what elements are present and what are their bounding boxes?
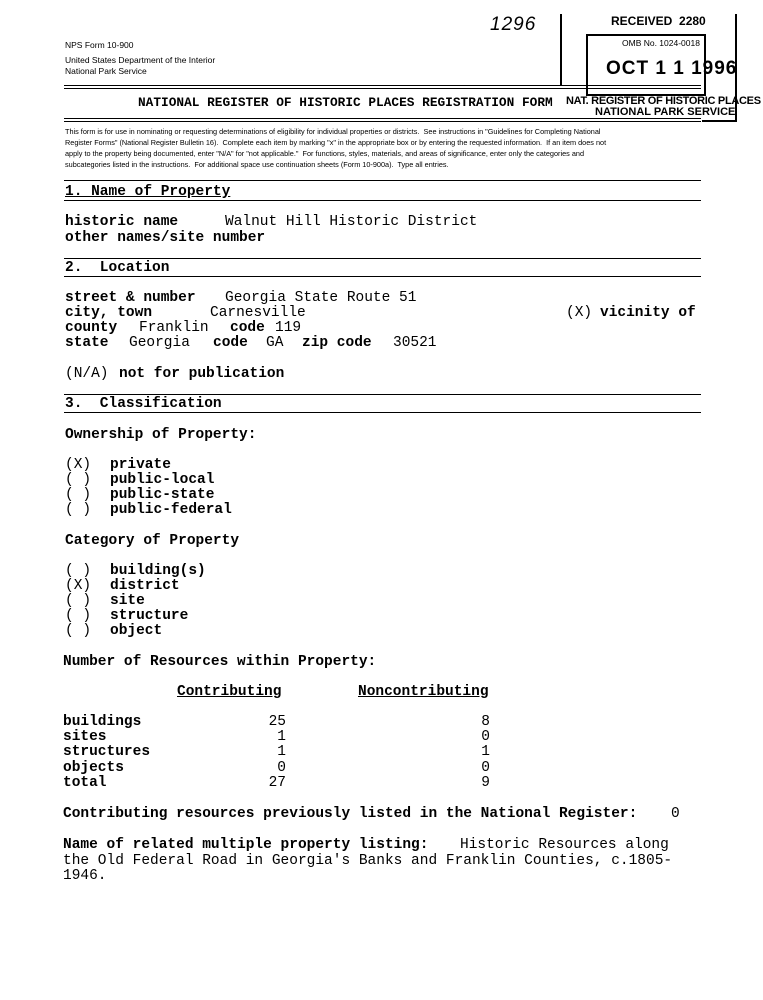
stamp-overlay-line2: NATIONAL PARK SERVICE <box>595 106 736 118</box>
street-value: Georgia State Route 51 <box>225 290 417 306</box>
resource-noncontributing: 1 <box>481 744 490 760</box>
resource-label: objects <box>63 760 124 776</box>
resource-label: structures <box>63 744 151 760</box>
ownership-heading: Ownership of Property: <box>65 427 257 443</box>
category-label: district <box>110 578 180 594</box>
other-names-label: other names/site number <box>65 230 266 246</box>
ownership-mark: ( ) <box>65 487 92 503</box>
vicinity-mark: (X) <box>566 305 593 321</box>
ownership-mark: (X) <box>65 457 92 473</box>
col-contributing: Contributing <box>177 684 282 700</box>
resource-contributing: 27 <box>268 775 286 791</box>
instructions-line: This form is for use in nominating or requesting determinations of eligibility for individual properties or districts. See instructions in "Guidelines for Completing National <box>65 127 601 136</box>
state-label: state <box>65 335 109 351</box>
instructions-line: Register Forms" (National Register Bulletin 16). Complete each item by marking "x" in the appropriate box or by entering the requested information. If an item does not <box>65 138 607 147</box>
agency-line2: National Park Service <box>65 66 147 76</box>
agency-line1: United States Department of the Interior <box>65 55 216 65</box>
category-label: object <box>110 623 163 639</box>
county-label: county <box>65 320 118 336</box>
previously-listed-label: Contributing resources previously listed in the National Register: <box>63 806 638 822</box>
form-number: NPS Form 10-900 <box>65 40 134 50</box>
related-listing-line2: the Old Federal Road in Georgia's Banks and Franklin Counties, c.1805- <box>63 853 673 869</box>
form-title: NATIONAL REGISTER OF HISTORIC PLACES REGISTRATION FORM <box>138 95 553 110</box>
county-value: Franklin <box>139 320 209 336</box>
state-value: Georgia <box>129 335 190 351</box>
category-mark: ( ) <box>65 563 92 579</box>
related-listing-line3: 1946. <box>63 868 107 884</box>
resource-label: total <box>63 775 107 791</box>
related-listing-line1: Historic Resources along <box>460 837 669 853</box>
resource-noncontributing: 9 <box>481 775 490 791</box>
stamp-received: RECEIVED 2280 <box>611 14 706 28</box>
category-mark: ( ) <box>65 608 92 624</box>
zip-label: zip code <box>302 335 372 351</box>
ownership-label: public-state <box>110 487 215 503</box>
county-code-value: 119 <box>275 320 302 336</box>
stamp-omb: OMB No. 1024-0018 <box>622 38 700 48</box>
category-mark: ( ) <box>65 623 92 639</box>
publication-mark: (N/A) <box>65 366 109 382</box>
city-value: Carnesville <box>210 305 306 321</box>
handwritten-number: 1296 <box>490 14 537 35</box>
related-listing-label: Name of related multiple property listing: <box>63 837 429 853</box>
category-heading: Category of Property <box>65 533 240 549</box>
resource-noncontributing: 0 <box>481 729 490 745</box>
resource-contributing: 25 <box>268 714 286 730</box>
section3-heading: 3. Classification <box>65 396 222 412</box>
zip-value: 30521 <box>393 335 437 351</box>
resource-label: buildings <box>63 714 142 730</box>
ownership-label: public-local <box>110 472 215 488</box>
resource-contributing: 1 <box>277 744 286 760</box>
resource-contributing: 0 <box>277 760 286 776</box>
previously-listed-value: 0 <box>671 806 680 822</box>
resource-noncontributing: 8 <box>481 714 490 730</box>
stamp-date: OCT 1 1 1996 <box>606 58 738 79</box>
resource-contributing: 1 <box>277 729 286 745</box>
resources-heading: Number of Resources within Property: <box>63 654 377 670</box>
historic-name-value: Walnut Hill Historic District <box>225 214 478 230</box>
category-label: site <box>110 593 145 609</box>
resource-label: sites <box>63 729 107 745</box>
state-code-value: GA <box>266 335 284 351</box>
street-label: street & number <box>65 290 196 306</box>
ownership-mark: ( ) <box>65 502 92 518</box>
state-code-label: code <box>213 335 248 351</box>
ownership-label: public-federal <box>110 502 232 518</box>
col-noncontributing: Noncontributing <box>358 684 489 700</box>
instructions-line: subcategories listed in the instructions. For additional space use continuation sheets (Form 10-900a). Type all entries. <box>65 160 449 169</box>
ownership-label: private <box>110 457 171 473</box>
resource-noncontributing: 0 <box>481 760 490 776</box>
vicinity-label: vicinity of <box>600 305 696 321</box>
stamp-overlay-line1: NAT. REGISTER OF HISTORIC PLACES <box>566 95 761 107</box>
category-mark: ( ) <box>65 593 92 609</box>
publication-label: not for publication <box>119 366 285 382</box>
historic-name-label: historic name <box>65 214 179 230</box>
instructions-line: apply to the property being documented, enter "N/A" for "not applicable." For functions, styles, materials, and areas of significance, enter only the categories and <box>65 149 584 158</box>
section1-heading: 1. Name of Property <box>65 184 231 200</box>
category-mark: (X) <box>65 578 92 594</box>
county-code-label: code <box>230 320 265 336</box>
city-label: city, town <box>65 305 153 321</box>
category-label: structure <box>110 608 189 624</box>
section2-heading: 2. Location <box>65 260 170 276</box>
ownership-mark: ( ) <box>65 472 92 488</box>
category-label: building(s) <box>110 563 206 579</box>
